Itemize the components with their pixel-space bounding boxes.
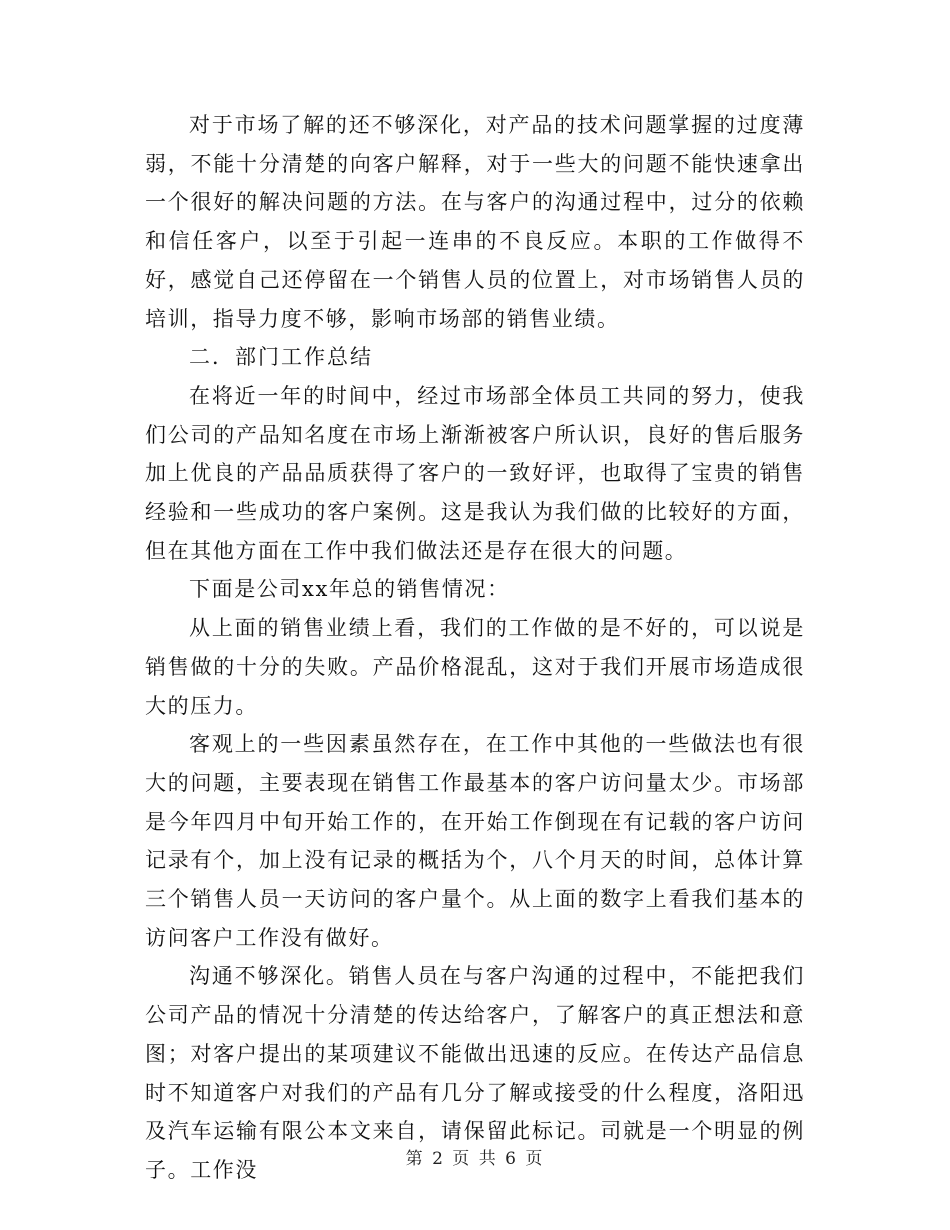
paragraph-5: 客观上的一些因素虽然存在，在工作中其他的一些做法也有很大的问题，主要表现在销售工作最基本的客户访问量太少。市场部是今年四月中旬开始工作的，在开始工作倒现在有记载的客户访问记录有个，加上没有记录的概括为个，八个月天的时间，总体计算三个销售人员一天访问的客户量个。从上面的数字上看我们基本的访问客户工作没有做好。 [145,732,805,950]
paragraph-6: 沟通不够深化。销售人员在与客户沟通的过程中，不能把我们公司产品的情况十分清楚的传达给客户，了解客户的真正想法和意图；对客户提出的某项建议不能做出迅速的反应。在传达产品信息时不知道客户对我们的产品有几分了解或接受的什么程度，洛阳迅及汽车运输有限公本文来自，请保留此标记。司就是一个明显的例子。工作没 [145,964,805,1182]
paragraph-1: 对于市场了解的还不够深化，对产品的技术问题掌握的过度薄弱，不能十分清楚的向客户解释，对于一些大的问题不能快速拿出一个很好的解决问题的方法。在与客户的沟通过程中，过分的依赖和信任客户，以至于引起一连串的不良反应。本职的工作做得不好，感觉自己还停留在一个销售人员的位置上，对市场销售人员的培训，指导力度不够，影响市场部的销售业绩。 [145,113,805,331]
page-number-footer: 第 2 页 共 6 页 [405,1149,545,1169]
paragraph-3: 下面是公司xx年总的销售情况： [189,577,510,602]
section-heading: 二．部门工作总结 [189,345,373,370]
document-body [145,106,805,1190]
paragraph-2: 在将近一年的时间中，经过市场部全体员工共同的努力，使我们公司的产品知名度在市场上渐渐被客户所认识，良好的售后服务加上优良的产品品质获得了客户的一致好评，也取得了宝贵的销售经验和一些成功的客户案例。这是我认为我们做的比较好的方面，但在其他方面在工作中我们做法还是存在很大的问题。 [145,383,805,563]
paragraph-4: 从上面的销售业绩上看，我们的工作做的是不好的，可以说是销售做的十分的失败。产品价格混乱，这对于我们开展市场造成很大的压力。 [145,616,805,718]
